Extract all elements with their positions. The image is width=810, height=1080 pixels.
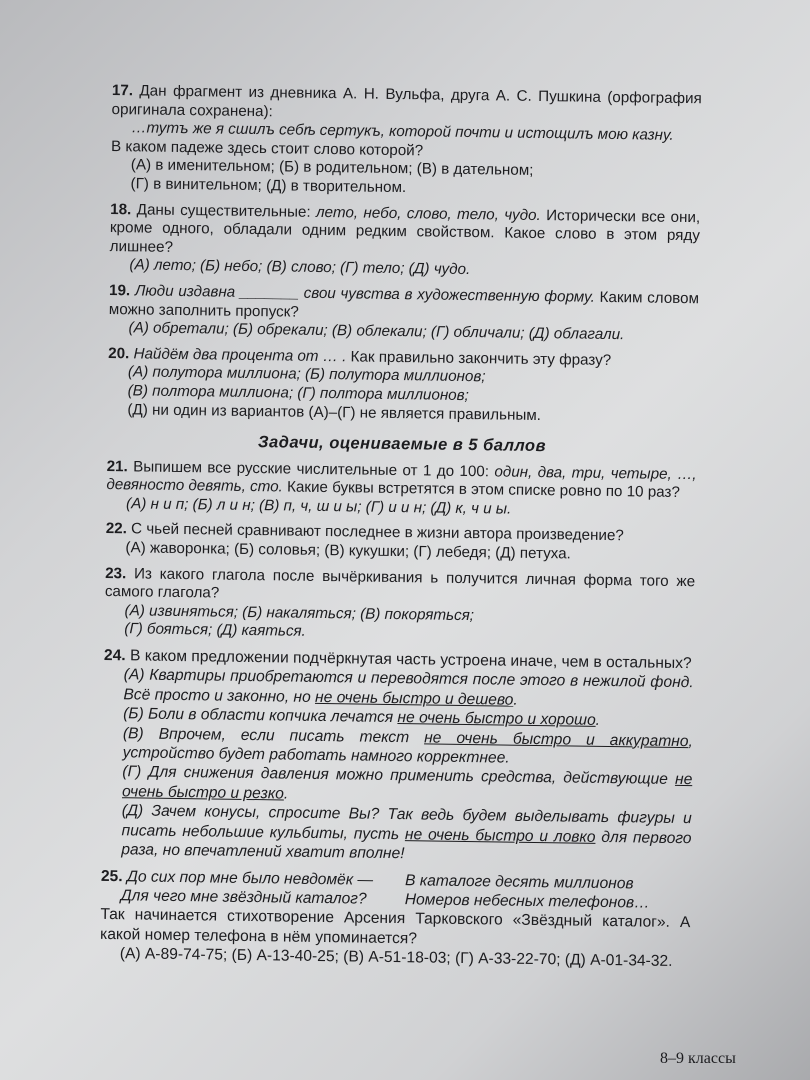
question-text: Дан фрагмент из дневника А. Н. Вульфа, друга А. С. Пушкина (орфография оригинала сохранена): xyxy=(111,82,702,120)
option-text: . xyxy=(283,785,289,803)
question-text: Выпишем все русские числительные от 1 до 100: xyxy=(133,458,490,480)
answer-options xyxy=(107,363,698,427)
question-17 xyxy=(110,82,702,202)
question-text-rest: Какие буквы встретятся в этом списке ровно по 10 раз? xyxy=(286,478,681,502)
option-line: (А) в именительном; (Б) в родительном; (В) в дательном; xyxy=(130,156,534,180)
option-text: . xyxy=(595,712,601,730)
question-number: 20. xyxy=(108,344,130,362)
question-20 xyxy=(107,345,698,428)
question-number: 21. xyxy=(106,457,128,475)
option-e xyxy=(121,801,692,867)
option-line: (Г) в винительном; (Д) в творительном. xyxy=(130,175,407,197)
question-number: 25. xyxy=(100,867,123,885)
question-words: лето, небо, слово, тело, чудо. xyxy=(315,203,541,224)
page-footer: 8–9 классы xyxy=(660,1050,736,1067)
poem-line: В каталоге десять миллионов xyxy=(404,871,634,892)
answer-options xyxy=(101,665,694,867)
answer-options: (А) н и п; (Б) л и н; (В) п, ч, ш и ы; (Г) и и н; (Д) к, ч и ы. xyxy=(125,495,512,518)
underlined-part: не очень быстро и ловко xyxy=(404,825,596,846)
question-number: 22. xyxy=(105,520,128,538)
question-text: С чьей песней сравнивают последнее в жизни автора произведение? xyxy=(130,520,624,545)
question-text: Из какого глагола после вычёркивания ь получится личная форма того же самого глагола? xyxy=(104,565,696,602)
poem-right-column xyxy=(405,871,650,913)
question-18 xyxy=(109,201,700,284)
option-line: (А) полутора миллиона; (Б) полутора миллионов; xyxy=(127,363,486,386)
underlined-part: не очень быстро и резко xyxy=(121,771,693,803)
underlined-part: не очень быстро и аккуратно xyxy=(424,729,689,750)
question-number: 19. xyxy=(108,281,131,300)
question-text: Так начинается стихотворение Арсения Тарковского «Звёздный каталог». А какой номер телефона в нём упоминается? xyxy=(99,906,691,948)
question-text: Даны существительные: xyxy=(136,200,311,221)
poem-left-column xyxy=(101,866,374,909)
question-23 xyxy=(104,565,695,648)
question-prompt: В каком падеже здесь стоит слово которой? xyxy=(110,137,424,160)
option-text: (Г) Для снижения давления можно применить средства, действующие xyxy=(122,763,676,789)
underlined-part: не очень быстро и дешево xyxy=(314,688,514,709)
question-text-rest: Каким словом можно заполнить пропуск? xyxy=(108,288,700,321)
option-text: . xyxy=(513,691,518,709)
option-line: (В) полтора миллиона; (Г) полтора миллионов; xyxy=(127,382,469,404)
option-text: (А) Квартиры приобретаются и переводятся после этого в нежилой фонд. Всё просто и законно, но xyxy=(123,666,694,706)
question-words: один, два, три, четыре, …, девяносто девять, сто. xyxy=(106,463,697,496)
section-title: Задачи, оцениваемые в 5 баллов xyxy=(257,433,547,456)
answer-options: (А) обретали; (Б) обрекали; (В) облекали; (Г) обличали; (Д) облагали. xyxy=(128,319,625,344)
option-text: , устройство будет работать намного корректнее. xyxy=(122,732,693,767)
question-number: 23. xyxy=(105,564,127,582)
option-line: (А) извиняться; (Б) накаляться; (В) покоряться; xyxy=(124,602,475,624)
poem-line: Номеров небесных телефонов… xyxy=(404,891,650,912)
question-text-rest: Исторически все они, кроме одного, обладали одним редким свойством. Какое слово в этом ряду лишнее? xyxy=(109,206,701,256)
question-text: Найдём два процента от … . xyxy=(133,345,347,366)
option-text: (Б) Боли в области копчика лечатся xyxy=(123,705,398,727)
question-21 xyxy=(106,458,697,522)
option-text: (Д) Зачем конусы, спросите Вы? Так ведь будем выделывать фигуры и писать небольшие кульбиты, пусть xyxy=(121,802,692,843)
option-text: (В) Впрочем, если писать текст xyxy=(122,724,425,747)
option-line: (Д) ни один из вариантов (А)–(Г) не является правильным. xyxy=(127,400,542,424)
question-25 xyxy=(100,866,691,971)
page-content xyxy=(100,82,702,979)
option-text: для первого раза, но впечатлений хватит вполне! xyxy=(121,828,692,863)
poem-line: Для чего мне звёздный каталог? xyxy=(120,887,367,908)
question-24 xyxy=(101,646,694,868)
answer-options: (А) А-89-74-75; (Б) А-13-40-25; (В) А-51-18-03; (Г) А-33-22-70; (Д) А-01-34-32. xyxy=(119,945,673,971)
question-text: В каком предложении подчёркнутая часть устроена иначе, чем в остальных? xyxy=(129,647,692,673)
question-number: 18. xyxy=(110,200,132,218)
question-quote: …тутъ же я сшилъ себѣ сертукъ, которой почти и истощилъ мою казну. xyxy=(131,119,674,145)
option-line: (Г) бояться; (Д) каяться. xyxy=(124,620,306,641)
answer-options xyxy=(110,156,700,201)
question-number: 17. xyxy=(111,82,134,100)
poem-line: До сих пор мне было невдомёк — xyxy=(126,867,374,889)
answer-options: (А) жаворонка; (Б) соловья; (В) кукушки; (Г) лебедя; (Д) петуха. xyxy=(125,539,571,563)
question-text: Люди издавна _______ свои чувства в художественную форму. xyxy=(134,282,596,306)
question-number: 24. xyxy=(103,646,126,665)
answer-options xyxy=(104,602,694,647)
question-19 xyxy=(108,282,699,346)
question-22 xyxy=(105,520,695,565)
answer-options: (А) лето; (Б) небо; (В) слово; (Г) тело; (Д) чудо. xyxy=(129,256,471,279)
question-text-rest: Как правильно закончить эту фразу? xyxy=(350,348,612,369)
underlined-part: не очень быстро и хорошо xyxy=(397,709,596,730)
